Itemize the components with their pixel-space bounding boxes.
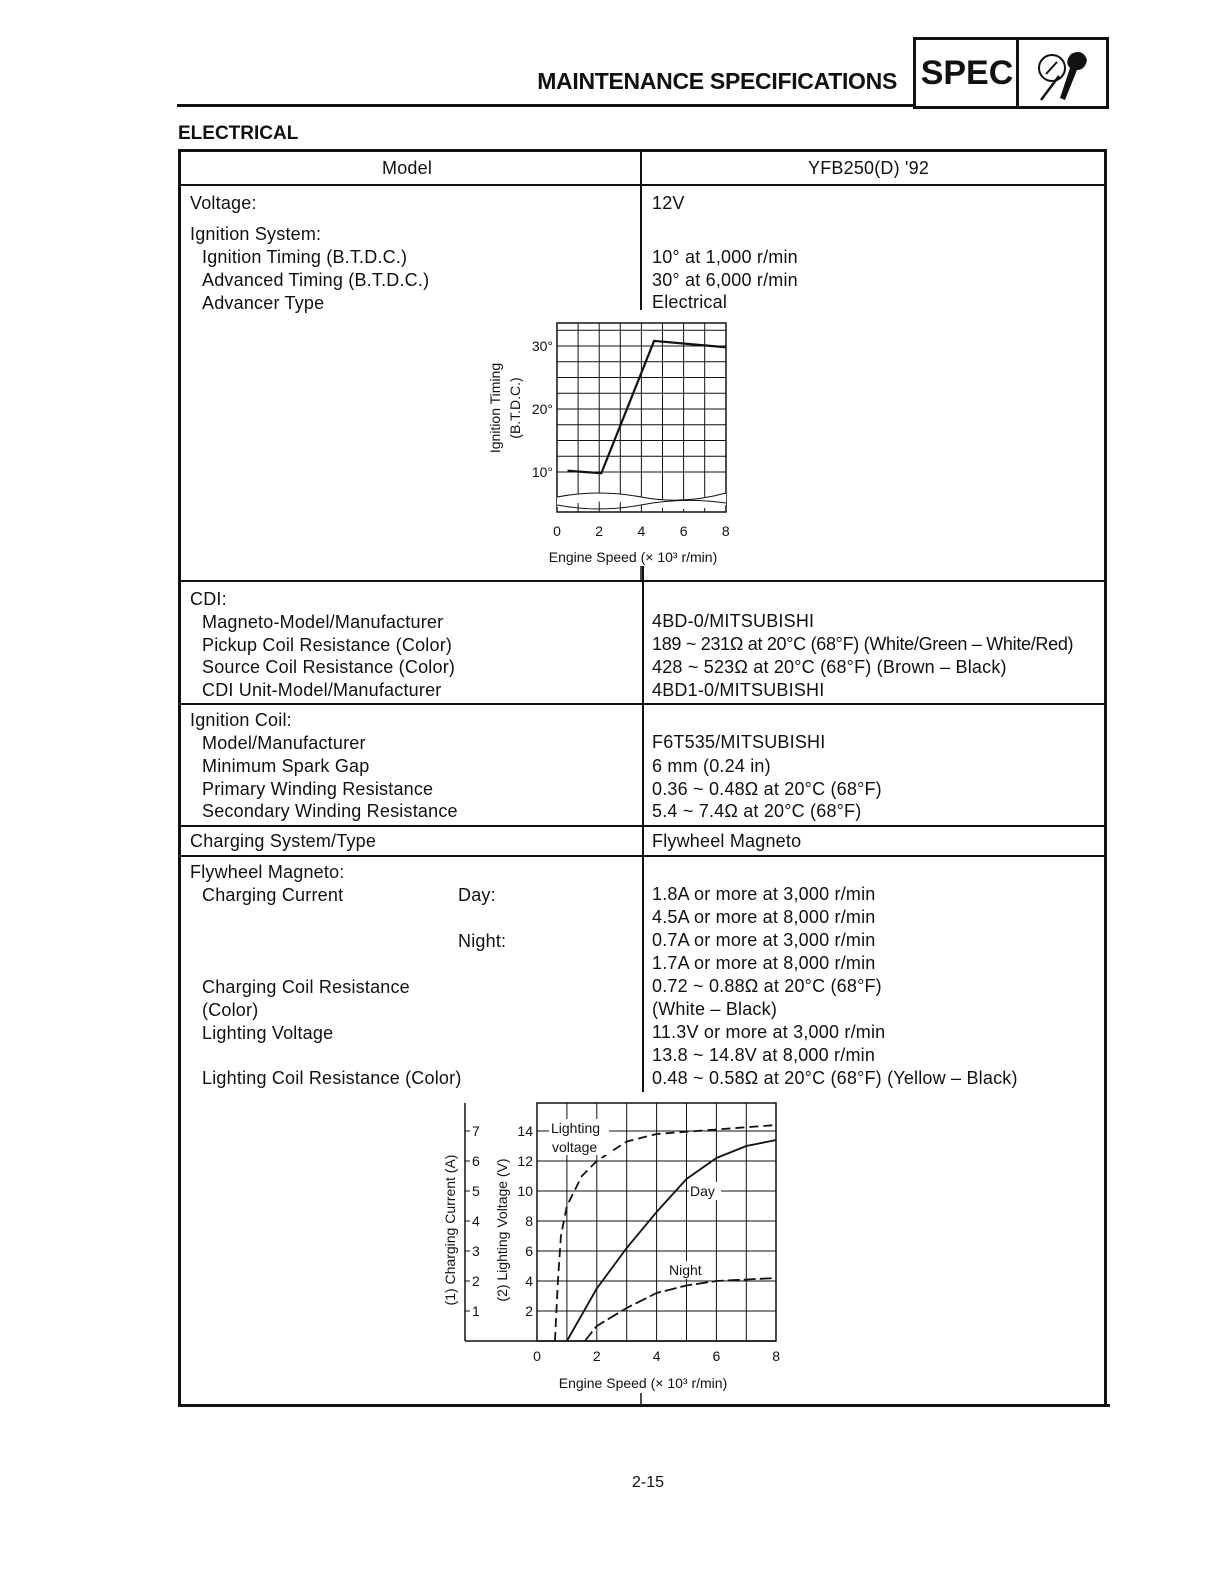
chart2-x-tick: 4 [652,1348,661,1364]
chart2-x-tick: 2 [592,1348,601,1364]
chart2-x-tick: 8 [772,1348,781,1364]
coil-resistance-value: 0.72 ~ 0.88Ω at 20°C (68°F) [652,976,882,996]
spark-gap-value: 6 mm (0.24 in) [652,756,771,776]
cdi-unit-value: 4BD1-0/MITSUBISHI [652,680,825,700]
coil-resistance-label: Charging Coil Resistance [202,977,410,997]
coil-resistance-color: (White – Black) [652,999,778,1019]
chart1-x-tick: 2 [595,523,604,539]
chart2-y1-label: (1) Charging Current (A) [442,1154,458,1306]
chart2-y2-tick: 4 [525,1273,533,1289]
advanced-timing-label: Advanced Timing (B.T.D.C.) [202,270,430,290]
day-label: Day: [458,885,496,905]
chart1-y-tick: 20° [531,401,553,417]
primary-label: Primary Winding Resistance [202,779,434,799]
voltage-value: 12V [652,193,685,213]
chart2-label-voltage: voltage [552,1139,598,1155]
chart1-y-tick: 30° [531,338,553,354]
primary-value: 0.36 ~ 0.48Ω at 20°C (68°F) [652,779,882,799]
ignition-system-label: Ignition System: [190,224,322,244]
ignition-coil-label: Ignition Coil: [190,710,292,730]
source-value: 428 ~ 523Ω at 20°C (68°F) (Brown – Black) [652,657,1007,677]
chart1-y-label: (B.T.D.C.) [507,377,523,439]
chart2-y2-tick: 8 [525,1213,533,1229]
advanced-timing-value: 30° at 6,000 r/min [652,270,798,290]
page-title: MAINTENANCE SPECIFICATIONS [537,68,897,94]
chart1-series-ignition-timing [568,341,726,473]
lighting-voltage-label: Lighting Voltage [202,1023,334,1043]
chart2-label-lighting: Lighting [551,1120,601,1136]
voltage-label: Voltage: [190,193,257,213]
coil-resistance-color-label: (Color) [202,1000,259,1020]
chart1-y-label: Ignition Timing [487,362,503,454]
chart2-y2-tick: 6 [525,1243,533,1259]
chart1-x-tick: 6 [679,523,688,539]
secondary-label: Secondary Winding Resistance [202,801,458,821]
chart2-y2-tick: 14 [517,1123,533,1139]
ignition-timing-value: 10° at 1,000 r/min [652,247,798,267]
chart2-y2-tick: 12 [517,1153,533,1169]
chart2-y1-tick: 6 [472,1153,480,1169]
day-value-1: 1.8A or more at 3,000 r/min [652,884,876,904]
advancer-type-label: Advancer Type [202,293,325,313]
coil-model-value: F6T535/MITSUBISHI [652,732,826,752]
flywheel-label: Flywheel Magneto: [190,862,345,882]
ignition-timing-label: Ignition Timing (B.T.D.C.) [202,247,408,267]
night-value-2: 1.7A or more at 8,000 r/min [652,953,876,973]
chart2-y1-tick: 4 [472,1213,480,1229]
header-model: Model [382,158,433,178]
pickup-label: Pickup Coil Resistance (Color) [202,635,453,655]
chart2-y1-tick: 2 [472,1273,480,1289]
chart2-y1-tick: 3 [472,1243,480,1259]
chart2-y2-tick: 2 [525,1303,533,1319]
day-value-2: 4.5A or more at 8,000 r/min [652,907,876,927]
chart2-series-night [585,1278,776,1341]
chart2-y1-tick: 5 [472,1183,480,1199]
header-model-value: YFB250(D) '92 [808,158,930,178]
chart2-y2-label: (2) Lighting Voltage (V) [494,1158,510,1302]
lighting-voltage-value-2: 13.8 ~ 14.8V at 8,000 r/min [652,1045,876,1065]
night-label: Night: [458,931,507,951]
chart2-x-label: Engine Speed (× 10³ r/min) [558,1375,728,1391]
night-value-1: 0.7A or more at 3,000 r/min [652,930,876,950]
spark-gap-label: Minimum Spark Gap [202,756,370,776]
chart1-x-tick: 4 [637,523,646,539]
lighting-coil-value: 0.48 ~ 0.58Ω at 20°C (68°F) (Yellow – Black) [652,1068,1018,1088]
chart1-y-tick: 10° [531,464,553,480]
spec-badge-text: SPEC [920,53,1014,92]
chart1-x-label: Engine Speed (× 10³ r/min) [548,549,718,565]
chart2-series-lighting-voltage [555,1125,776,1341]
chart2-label-day: Day [690,1183,715,1199]
lighting-coil-label: Lighting Coil Resistance (Color) [202,1068,462,1088]
advancer-type-value: Electrical [652,292,728,312]
source-label: Source Coil Resistance (Color) [202,657,456,677]
cdi-unit-label: CDI Unit-Model/Manufacturer [202,680,442,700]
cdi-label: CDI: [190,589,227,609]
chart2-x-tick: 6 [712,1348,721,1364]
pickup-value: 189 ~ 231Ω at 20°C (68°F) (White/Green – White/Red) [652,634,1074,654]
chart1-x-tick: 0 [553,523,561,539]
charging-system-value: Flywheel Magneto [652,831,802,851]
charging-current-label: Charging Current [202,885,344,905]
magneto-value: 4BD-0/MITSUBISHI [652,611,815,631]
chart2-label-night: Night [669,1262,702,1278]
chart2-y2-tick: 10 [517,1183,533,1199]
secondary-value: 5.4 ~ 7.4Ω at 20°C (68°F) [652,801,862,821]
section-title: ELECTRICAL [178,123,299,144]
lighting-voltage-value-1: 11.3V or more at 3,000 r/min [652,1022,886,1042]
chart1-x-tick: 8 [721,523,730,539]
chart2-x-tick: 0 [533,1348,541,1364]
chart2-y1-tick: 1 [472,1303,480,1319]
coil-model-label: Model/Manufacturer [202,733,366,753]
charging-system-label: Charging System/Type [190,831,377,851]
chart2-y1-tick: 7 [472,1123,480,1139]
magneto-label: Magneto-Model/Manufacturer [202,612,444,632]
page-number: 2-15 [632,1474,665,1491]
